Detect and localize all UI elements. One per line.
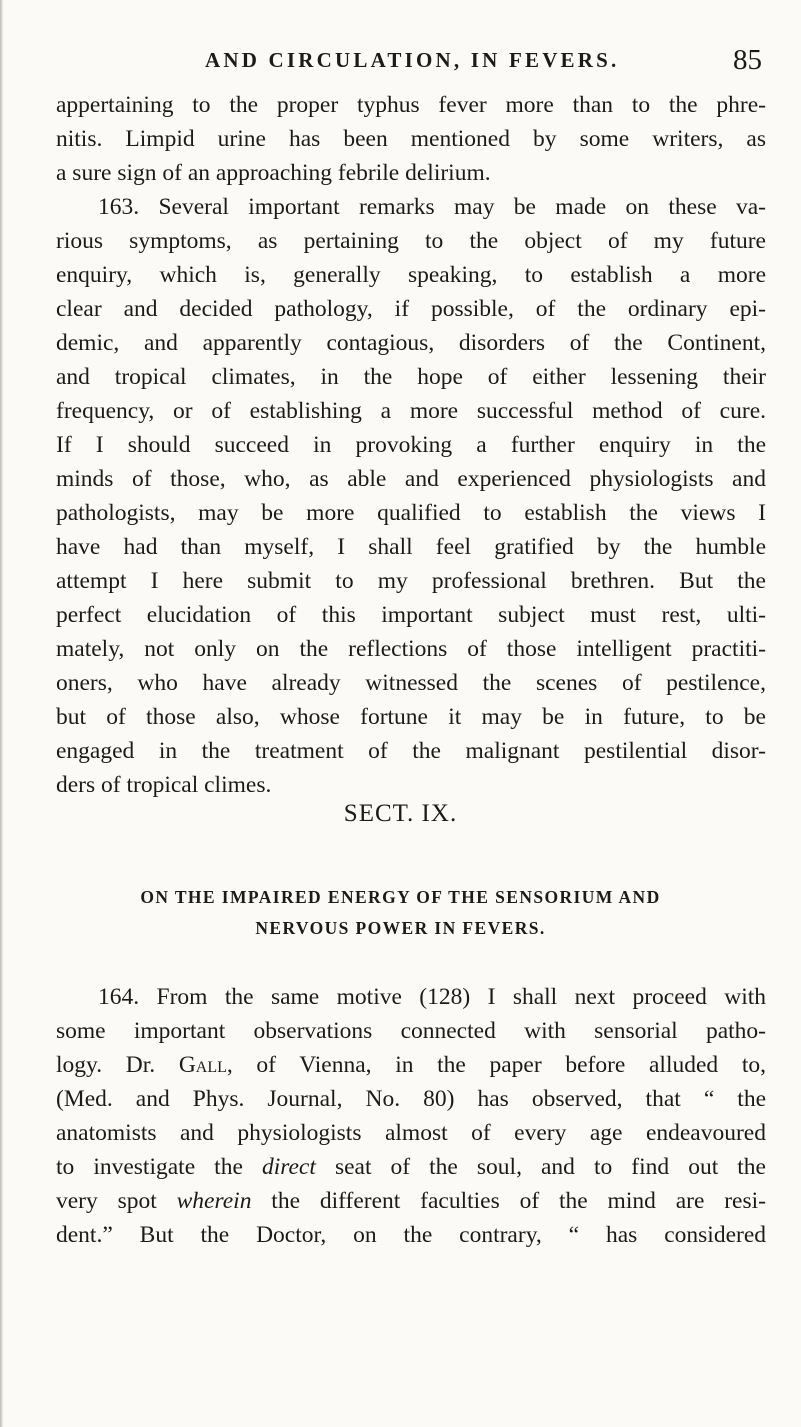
text-run: to investigate the [56,1154,262,1180]
text-line: nitis. Limpid urine has been mentioned by some writers, as [56,126,766,152]
text-line: (Med. and Phys. Journal, No. 80) has observed, that “ the [56,1086,766,1112]
text-line: attempt I here submit to my professional brethren. But the [56,568,766,594]
text-block-upper [56,88,766,802]
text-line: rious symptoms, as pertaining to the object of my future [56,228,766,254]
text-run: logy. Dr. [56,1052,179,1078]
text-line [56,1184,766,1218]
text-line: pathologists, may be more qualified to establish the views I [56,500,766,526]
text-line: engaged in the treatment of the malignant pestilential disor- [56,738,766,764]
text-line: frequency, or of establishing a more successful method of cure. [56,398,766,424]
text-line: anatomists and physiologists almost of every age endeavoured [56,1120,766,1146]
text-line: If I should succeed in provoking a further enquiry in the [56,432,766,458]
text-line: perfect elucidation of this important subject must rest, ulti- [56,602,766,628]
text-line: 163. Several important remarks may be made on these va- [98,194,766,220]
page-number: 85 [733,44,762,76]
text-line: and tropical climates, in the hope of either lessening their [56,364,766,390]
page-gutter-edge [0,0,3,1427]
text-line: ders of tropical climes. [56,772,272,798]
text-line: minds of those, who, as able and experienced physiologists and [56,466,766,492]
section-subheading: ON THE IMPAIRED ENERGY OF THE SENSORIUM AND [140,887,661,907]
author-name: Gall [178,1052,227,1078]
italic-emphasis: direct [261,1154,316,1180]
text-line: mately, not only on the reflections of those intelligent practiti- [56,636,766,662]
text-run: seat of the soul, and to find out the [315,1154,766,1180]
text-line: some important observations connected with sensorial patho- [56,1018,766,1044]
text-run: the different faculties of the mind are resi- [251,1188,766,1214]
text-line: 164. From the same motive (128) I shall next proceed with [98,984,766,1010]
text-line: appertaining to the proper typhus fever more than to the phre- [56,92,766,118]
italic-emphasis: wherein [176,1188,252,1214]
text-line: have had than myself, I shall feel gratified by the humble [56,534,766,560]
text-line: but of those also, whose fortune it may be in future, to be [56,704,766,730]
running-head-title: AND CIRCULATION, IN FEVERS. [205,48,620,72]
text-line: clear and decided pathology, if possible, of the ordinary epi- [56,296,766,322]
text-run: very spot [56,1188,177,1214]
text-block-lower [56,980,766,1252]
running-head [205,44,765,84]
text-line: dent.” But the Doctor, on the contrary, “ has considered [56,1222,766,1248]
text-line [56,1048,766,1082]
text-line: oners, who have already witnessed the scenes of pestilence, [56,670,766,696]
text-line [56,1150,766,1184]
section-subheading: NERVOUS POWER IN FEVERS. [255,918,546,938]
text-line: demic, and apparently contagious, disorders of the Continent, [56,330,766,356]
text-line: a sure sign of an approaching febrile delirium. [56,160,491,186]
text-run: , of Vienna, in the paper before alluded to, [226,1052,766,1078]
text-line: enquiry, which is, generally speaking, to establish a more [56,262,766,288]
section-heading: SECT. IX. [343,800,458,827]
